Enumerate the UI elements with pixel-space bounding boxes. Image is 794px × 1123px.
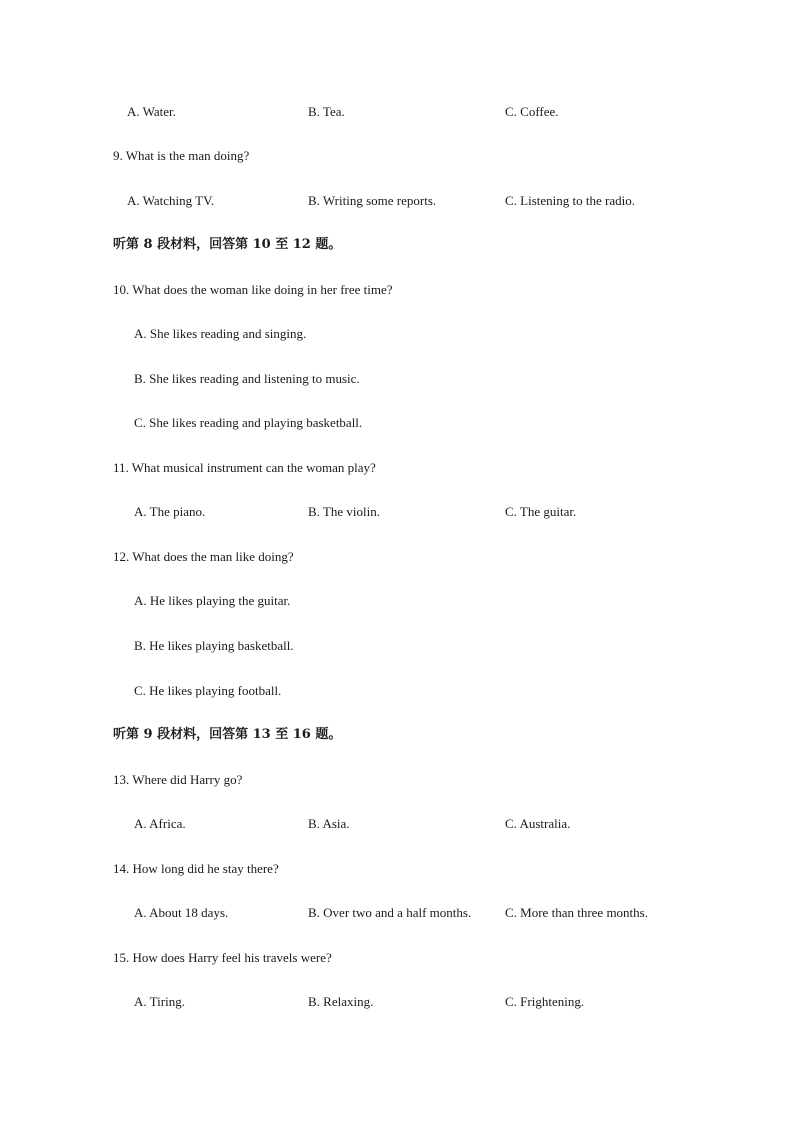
- option-a: A. The piano.: [134, 504, 206, 519]
- question-text: 12. What does the man like doing?: [113, 549, 294, 564]
- question-text: 13. Where did Harry go?: [113, 772, 243, 787]
- q8-option-a: A. Water.: [127, 104, 176, 119]
- section-8-heading: 听第 8 段材料，回答第 10 至 12 题。: [113, 237, 342, 252]
- option-b: B. The violin.: [308, 504, 380, 519]
- option-b: B. She likes reading and listening to music.: [134, 371, 360, 386]
- section-9-heading: 听第 9 段材料，回答第 13 至 16 题。: [113, 727, 342, 742]
- option-c: C. Frightening.: [505, 994, 585, 1009]
- question-text: 11. What musical instrument can the woman play?: [113, 460, 376, 475]
- option-a: A. She likes reading and singing.: [134, 326, 307, 341]
- question-text: 10. What does the woman like doing in her free time?: [113, 282, 393, 297]
- option-b: B. Relaxing.: [308, 994, 374, 1009]
- option-a: A. About 18 days.: [134, 905, 229, 920]
- q8-option-b: B. Tea.: [308, 104, 345, 119]
- option-b: B. Over two and a half months.: [308, 905, 472, 920]
- option-c: C. Australia.: [505, 816, 571, 831]
- option-c: C. Listening to the radio.: [505, 193, 635, 208]
- option-b: B. He likes playing basketball.: [134, 638, 294, 653]
- option-c: C. He likes playing football.: [134, 683, 282, 698]
- option-a: A. Watching TV.: [127, 193, 215, 208]
- option-a: A. He likes playing the guitar.: [134, 593, 291, 608]
- question-text: 15. How does Harry feel his travels were?: [113, 950, 332, 965]
- option-a: A. Tiring.: [134, 994, 185, 1009]
- option-c: C. She likes reading and playing basketball.: [134, 415, 363, 430]
- option-b: B. Writing some reports.: [308, 193, 437, 208]
- question-text: 14. How long did he stay there?: [113, 861, 279, 876]
- option-b: B. Asia.: [308, 816, 350, 831]
- option-c: C. The guitar.: [505, 504, 577, 519]
- option-c: C. More than three months.: [505, 905, 648, 920]
- question-text: 9. What is the man doing?: [113, 148, 250, 163]
- option-a: A. Africa.: [134, 816, 186, 831]
- q8-option-c: C. Coffee.: [505, 104, 559, 119]
